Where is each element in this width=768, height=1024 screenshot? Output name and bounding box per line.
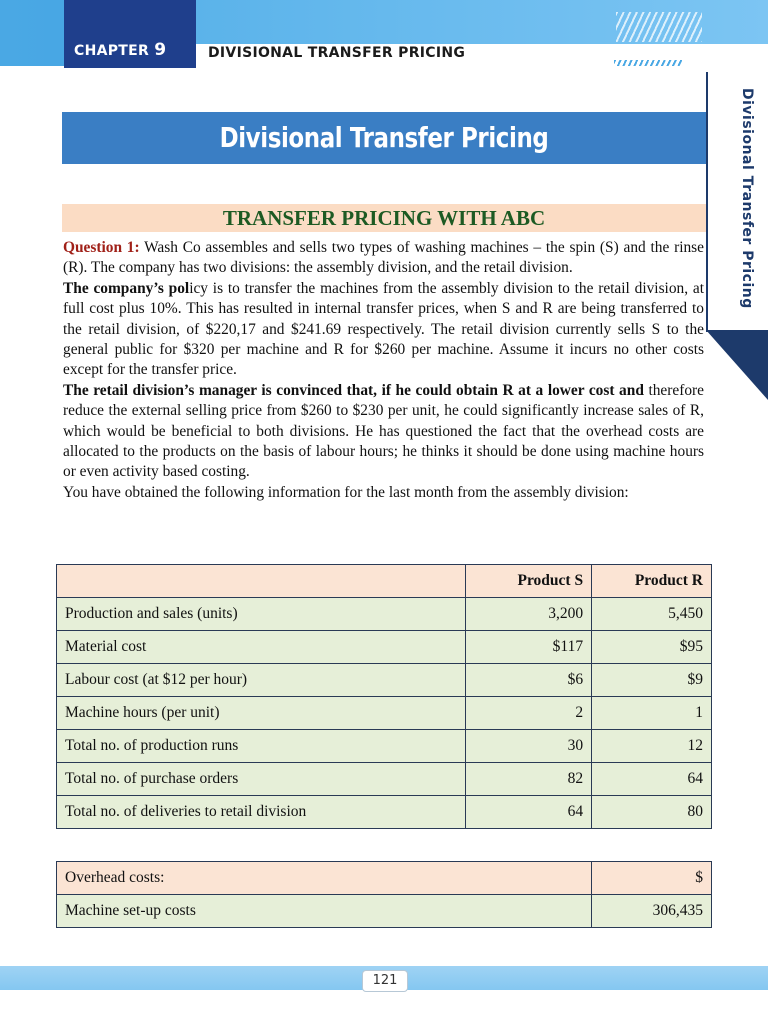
cell-product-s: 82	[466, 763, 592, 796]
overhead-costs-table	[56, 861, 712, 928]
cell-product-s: 2	[466, 697, 592, 730]
row-label: Material cost	[57, 631, 466, 664]
cell-product-r: 64	[592, 763, 712, 796]
table-header-blank	[57, 565, 466, 598]
page-number: 121	[362, 970, 408, 992]
row-label: Machine hours (per unit)	[57, 697, 466, 730]
question-body	[63, 238, 704, 503]
side-tab-tail	[706, 330, 768, 400]
section-heading: TRANSFER PRICING WITH ABC	[222, 206, 546, 230]
cell-amount: 306,435	[592, 895, 712, 928]
paragraph-2	[63, 279, 704, 381]
cell-product-r: 1	[592, 697, 712, 730]
cell-product-r: $9	[592, 664, 712, 697]
chapter-word: CHAPTER	[74, 43, 150, 59]
paragraph-1-text: Wash Co assembles and sells two types of washing machines – the spin (S) and the rinse (R). The company has two divisions: the assembly division, and the retail division.	[63, 239, 704, 277]
overhead-header-label: Overhead costs:	[57, 862, 592, 895]
paragraph-3	[63, 381, 704, 483]
header-hatch-decoration-small	[614, 60, 682, 66]
cell-product-r: 12	[592, 730, 712, 763]
paragraph-3-text: therefore reduce the external selling price from $260 to $230 per unit, he could significantly increase sales of R, which would be beneficial to both divisions. He has questioned the fact that the overhead costs are allocated to the products on the basis of labour hours; he thinks it should be done using machine hours or even activity based costing.	[63, 381, 704, 481]
cell-product-s: 3,200	[466, 598, 592, 631]
paragraph-2-text: icy is to transfer the machines from the assembly division to the retail division, at full cost plus 10%. This has resulted in internal transfer prices, when S and R are being transferred to the retail division, of $220,17 and $241.69 respectively. The retail division currently sells S to the general public for $320 per machine and R for $260 per machine. Assume it incurs no other costs except for the transfer price.	[63, 279, 704, 379]
row-label: Total no. of purchase orders	[57, 763, 466, 796]
paragraph-4: You have obtained the following information for the last month from the assembly division:	[63, 483, 629, 501]
table-row	[57, 598, 712, 631]
cell-product-r: 80	[592, 796, 712, 829]
header-hatch-decoration	[616, 12, 702, 42]
table-row	[57, 796, 712, 829]
overhead-header-row	[57, 862, 712, 895]
overhead-header-unit: $	[592, 862, 712, 895]
cell-product-s: $6	[466, 664, 592, 697]
table-row	[57, 664, 712, 697]
paragraph-1	[63, 238, 704, 279]
chapter-topic: DIVISIONAL TRANSFER PRICING	[208, 45, 466, 61]
table-row	[57, 631, 712, 664]
cell-product-s: $117	[466, 631, 592, 664]
footer-white-band	[0, 990, 768, 1024]
table-row	[57, 763, 712, 796]
row-label: Total no. of deliveries to retail division	[57, 796, 466, 829]
side-tab-label: Divisional Transfer Pricing	[739, 88, 755, 309]
table-header-product-s: Product S	[466, 565, 592, 598]
row-label: Labour cost (at $12 per hour)	[57, 664, 466, 697]
table-row	[57, 730, 712, 763]
cell-product-r: 5,450	[592, 598, 712, 631]
page-title: Divisional Transfer Pricing	[219, 121, 549, 154]
row-label: Machine set-up costs	[57, 895, 592, 928]
question-label: Question 1:	[63, 239, 140, 256]
table-header-product-r: Product R	[592, 565, 712, 598]
paragraph-3-bold: The retail division’s manager is convinced that, if he could obtain R at a lower cost and	[63, 381, 644, 399]
table-row	[57, 697, 712, 730]
chapter-number: 9	[154, 40, 167, 60]
cell-product-s: 30	[466, 730, 592, 763]
chapter-label	[74, 40, 166, 60]
cell-product-s: 64	[466, 796, 592, 829]
row-label: Total no. of production runs	[57, 730, 466, 763]
cell-product-r: $95	[592, 631, 712, 664]
paragraph-2-bold: The company’s pol	[63, 279, 190, 297]
table-header-row	[57, 565, 712, 598]
table-row	[57, 895, 712, 928]
division-data-table	[56, 564, 712, 829]
row-label: Production and sales (units)	[57, 598, 466, 631]
